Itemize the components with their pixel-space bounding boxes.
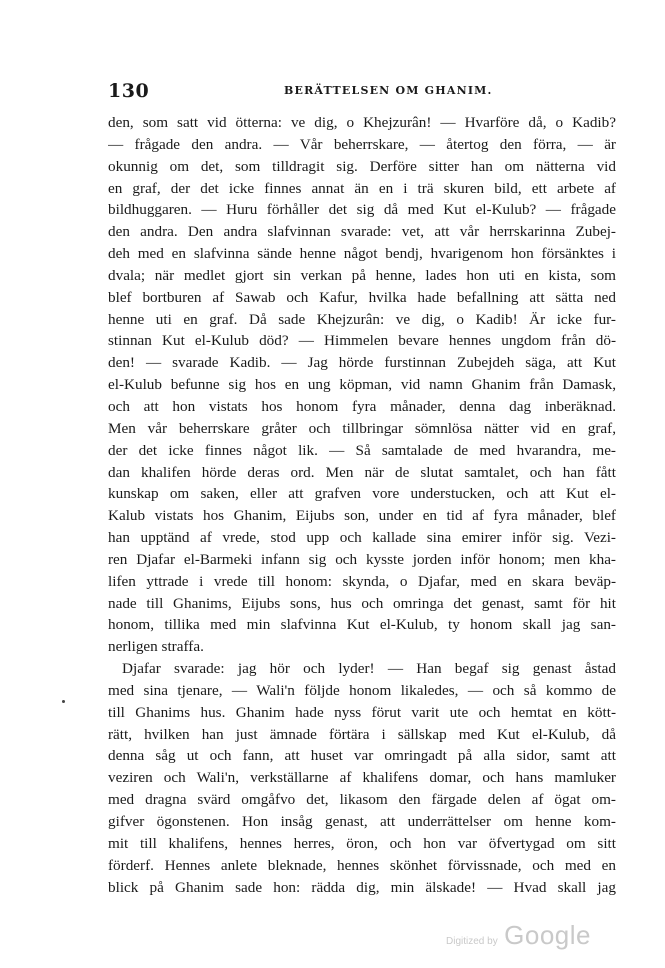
text-line: nade till Ghanims, Eijubs sons, hus och omringa det genast, samt för hit — [108, 594, 616, 612]
margin-speck — [62, 700, 65, 703]
text-line: en graf, der det icke finnes annat än en i trä skuren bild, ett arbete af — [108, 179, 616, 197]
running-head — [108, 80, 616, 102]
text-line: — frågade den andra. — Vår beherrskare, — återtog den förra, — är — [108, 135, 616, 153]
text-line: okunnig om det, som tilldragit sig. Derföre sitter han om nätterna vid — [108, 157, 616, 175]
text-line: dan khalifen hörde deras ord. Men när de slutat samtalet, och han fått — [108, 463, 616, 481]
running-title: BERÄTTELSEN OM GHANIM. — [284, 84, 493, 97]
page-number: 130 — [108, 80, 150, 102]
text-line: förderf. Hennes anlete bleknade, hennes skönhet förvissnade, och med en — [108, 856, 616, 874]
text-line: han upptänd af vrede, stod upp och kallade sina emirer inför sig. Vezi- — [108, 529, 616, 547]
text-line: stinnan Kut el-Kulub död? — Himmelen bevare hennes ungdom från dö- — [108, 332, 616, 350]
watermark-prefix: Digitized by — [446, 936, 498, 947]
google-logo: Google — [504, 920, 591, 950]
body-text — [108, 112, 616, 898]
text-line: der det icke finnes något lik. — Så samtalade de med hvarandra, me- — [108, 441, 616, 459]
text-line: lifen yttrade i vrede till honom: skynda, o Djafar, med en skara beväp- — [108, 572, 616, 590]
text-line: den andra. Den andra slafvinnan svarade: vet, att vår herrskarinna Zubej- — [108, 223, 616, 241]
text-line: och att hon vistats hos honom fyra månader, denna dag inberäknad. — [108, 397, 616, 415]
text-line: henne uti en graf. Då sade Khejzurân: ve dig, o Kadib! Är icke fur- — [108, 310, 616, 328]
text-line: honom, tillika med min slafvinna Kut el-Kulub, ty honom skall jag san- — [108, 616, 616, 634]
google-watermark — [446, 920, 591, 951]
text-line: mit till khalifens, hennes herres, öron, och hon var öfvertygad om sitt — [108, 834, 616, 852]
text-line: Kalub vistats hos Ghanim, Eijubs son, under en tid af fyra månader, blef — [108, 507, 616, 525]
text-line: dvala; när medlet gjort sin verkan på henne, lades hon uti en kista, som — [108, 266, 616, 284]
paragraph-start-line: Djafar svarade: jag hör och lyder! — Han begaf sig genast åstad — [122, 660, 616, 678]
text-line: med dragna svärd omgåfvo det, likasom den färgade delen af ögat om- — [108, 791, 616, 809]
text-line: rätt, hvilken han just ämnade förtära i sällskap med Kut el-Kulub, då — [108, 725, 616, 743]
text-line: Men vår beherrskare gråter och tillbringar sömnlösa nätter vid en graf, — [108, 419, 616, 437]
text-line: bildhuggaren. — Huru förhåller det sig då med Kut el-Kulub? — frågade — [108, 201, 616, 219]
text-line: med sina tjenare, — Wali'n följde honom likaledes, — och så kommo de — [108, 681, 616, 699]
text-line: deh med en slafvinna sände henne något bendj, hvarigenom hon försänktes i — [108, 245, 616, 263]
text-line: veziren och Wali'n, verkställarne af khalifens domar, och hans mamluker — [108, 769, 616, 787]
text-line: gifver ögonstenen. Hon insåg genast, att underrättelser om henne kom- — [108, 813, 616, 830]
text-line: den! — svarade Kadib. — Jag hörde furstinnan Zubejdeh säga, att Kut — [108, 354, 616, 372]
text-line: kunskap om saken, eller att grafven vore understucken, och att Kut el- — [108, 485, 616, 503]
text-line: till Ghanims hus. Ghanim hade nyss förut varit ute och hemtat en kött- — [108, 703, 616, 721]
text-line: blef bortburen af Sawab och Kafur, hvilka hade befallning att sätta ned — [108, 288, 616, 306]
paragraph-end-line: nerligen straffa. — [108, 638, 204, 656]
text-line: blick på Ghanim sade hon: rädda dig, min älskade! — Hvad skall jag — [108, 878, 616, 896]
text-line: denna såg ut och fann, att huset var omringadt på alla sidor, samt att — [108, 747, 616, 765]
text-line: den, som satt vid ötterna: ve dig, o Khejzurân! — Hvarföre då, o Kadib? — [108, 114, 616, 131]
text-line: ren Djafar el-Barmeki infann sig och kysste jorden inför honom; men kha- — [108, 550, 616, 568]
text-line: el-Kulub befunne sig hos en ung köpman, vid namn Ghanim från Damask, — [108, 376, 616, 394]
